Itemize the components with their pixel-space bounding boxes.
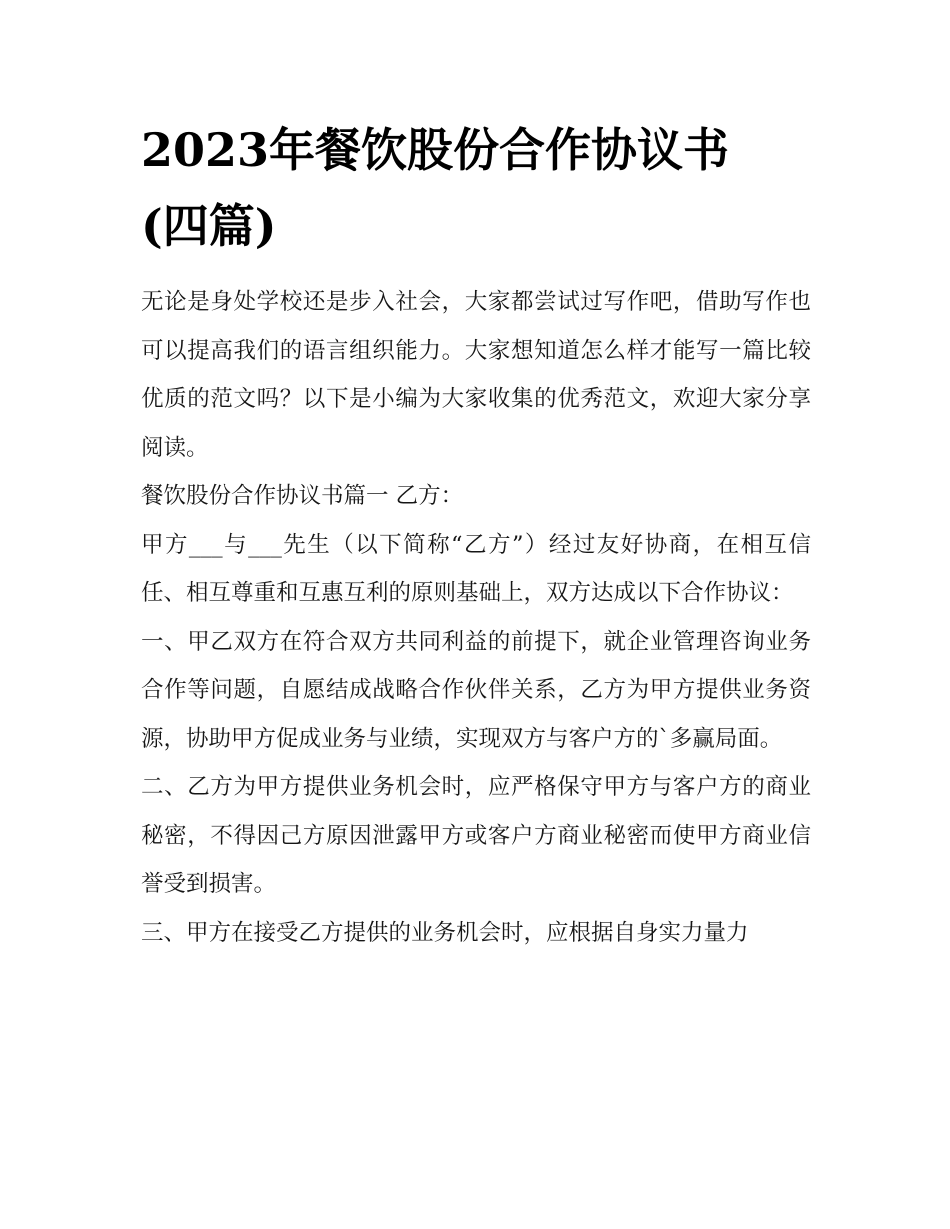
document-body <box>141 278 811 957</box>
document-title <box>141 112 821 264</box>
section-heading: 餐饮股份合作协议书篇一 乙方： <box>141 483 464 509</box>
clause-1: 一、甲乙双方在符合双方共同利益的前提下，就企业管理咨询业务合作等问题，自愿结成战略合作伙伴关系，乙方为甲方提供业务资源，协助甲方促成业务与业绩，实现双方与客户方的`多赢局面。 <box>141 628 811 752</box>
title-line-1: 2023年餐饮股份合作协议书 <box>141 123 730 177</box>
intro-paragraph: 无论是身处学校还是步入社会，大家都尝试过写作吧，借助写作也可以提高我们的语言组织能力。大家想知道怎么样才能写一篇比较优质的范文吗？以下是小编为大家收集的优秀范文，欢迎大家分享阅读。 <box>141 289 811 461</box>
clause-2: 二、乙方为甲方提供业务机会时，应严格保守甲方与客户方的商业秘密，不得因己方原因泄露甲方或客户方商业秘密而使甲方商业信誉受到损害。 <box>141 774 811 897</box>
title-line-2: (四篇) <box>141 199 277 253</box>
clause-3: 三、甲方在接受乙方提供的业务机会时，应根据自身实力量力 <box>141 919 749 946</box>
preamble-paragraph: 甲方___与___先生（以下简称“乙方”）经过友好协商，在相互信任、相互尊重和互惠互利的原则基础上，双方达成以下合作协议： <box>141 531 811 606</box>
